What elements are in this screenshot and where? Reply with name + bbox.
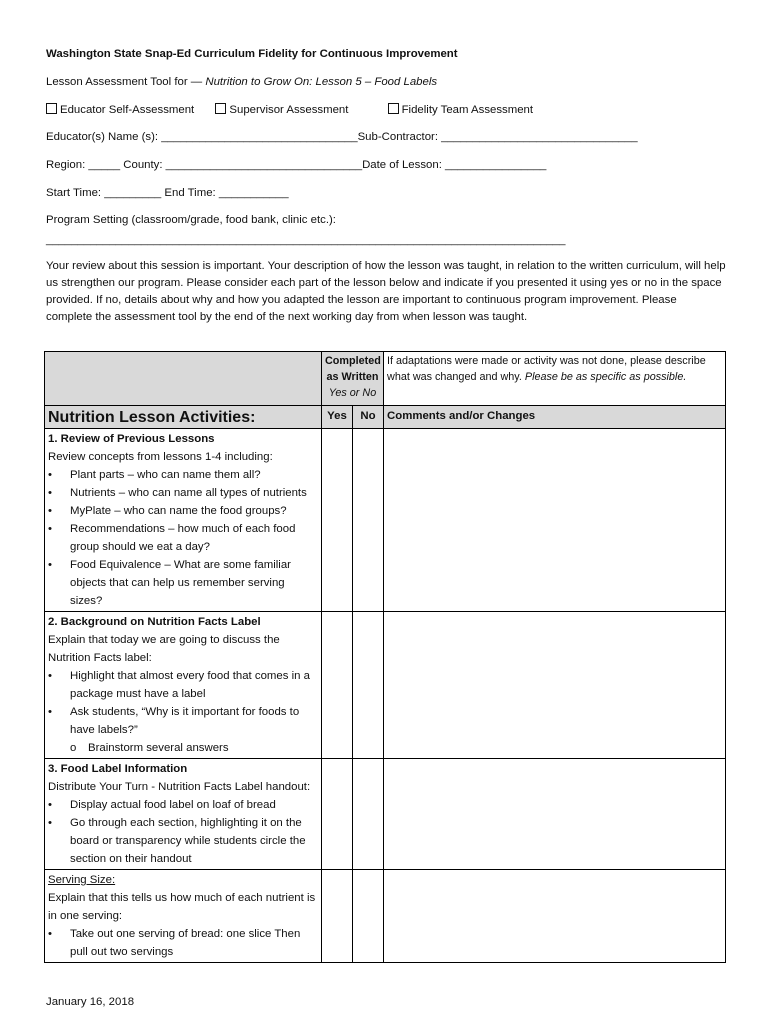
adapt-italic: Please be as specific as possible. <box>524 371 687 383</box>
no-cell-3[interactable] <box>353 759 384 870</box>
checkbox-icon[interactable] <box>46 103 57 114</box>
activity-intro: Explain that today we are going to discuss the Nutrition Facts label: <box>48 634 280 664</box>
checkbox-fidelity-team[interactable] <box>388 103 533 116</box>
document-title: Washington State Snap-Ed Curriculum Fidelity for Continuous Improvement <box>46 48 458 60</box>
lesson-subtitle <box>46 76 437 88</box>
region-county-date-field[interactable]: Region: _____ County: _______________________________Date of Lesson: ________________ <box>46 159 547 171</box>
activity-bullet: • Recommendations – how much of each food group should we eat a day? <box>70 520 318 556</box>
activity-heading: 1. Review of Previous Lessons <box>48 433 215 445</box>
yes-cell-4[interactable] <box>322 870 353 963</box>
subtitle-prefix: Lesson Assessment Tool for — <box>46 76 206 88</box>
activity-heading: 3. Food Label Information <box>48 763 188 775</box>
comments-cell-2[interactable] <box>384 612 726 759</box>
assessment-type-options <box>46 103 551 116</box>
comments-cell-3[interactable] <box>384 759 726 870</box>
activity-bullet: • Food Equivalence – What are some familiar objects that can help us remember serving sizes? <box>70 556 318 610</box>
activity-bullet: • Ask students, “Why is it important for foods to have labels?” <box>70 703 318 739</box>
intro-paragraph: Your review about this session is important. Your description of how the lesson was taught, in relation to the written curriculum, will help us strengthen our program. Please consider each part of the lesson below and indicate if you presented it using yes or no in the space provided. If no, details about why and how you adapted the lesson are important to continuous program improvement. Please complete the assessment tool by the end of the next working day from when lesson was taught. <box>46 260 726 323</box>
activity-cell-1 <box>45 429 322 612</box>
yes-cell-2[interactable] <box>322 612 353 759</box>
activity-bullet: • MyPlate – who can name the food groups? <box>70 502 318 520</box>
activity-bullet: • Go through each section, highlighting it on the board or transparency while students circle the section on their handout <box>70 814 318 868</box>
program-setting-label: Program Setting (classroom/grade, food bank, clinic etc.): <box>46 214 336 226</box>
checkbox-icon[interactable] <box>215 103 226 114</box>
yes-cell-1[interactable] <box>322 429 353 612</box>
activities-header: Nutrition Lesson Activities: <box>45 406 322 429</box>
activity-heading: 2. Background on Nutrition Facts Label <box>48 616 261 628</box>
adaptations-header <box>384 352 726 406</box>
no-cell-4[interactable] <box>353 870 384 963</box>
activity-bullet: • Take out one serving of bread: one slice Then pull out two servings <box>70 925 318 961</box>
checkbox-educator[interactable] <box>46 103 194 116</box>
checkbox-supervisor[interactable] <box>215 103 348 116</box>
completed-as-written-header <box>322 352 384 406</box>
educator-subcontractor-field[interactable]: Educator(s) Name (s): _______________________________Sub-Contractor: _______________________________ <box>46 131 638 143</box>
comments-cell-1[interactable] <box>384 429 726 612</box>
yes-header: Yes <box>322 406 353 429</box>
no-cell-2[interactable] <box>353 612 384 759</box>
lesson-activities-table <box>44 351 726 963</box>
completed-line2: as Written <box>326 371 379 383</box>
activity-bullet: • Plant parts – who can name them all? <box>70 466 318 484</box>
activity-cell-2 <box>45 612 322 759</box>
activity-intro: Review concepts from lessons 1-4 including: <box>48 451 273 463</box>
comments-header: Comments and/or Changes <box>384 406 726 429</box>
footer-date: January 16, 2018 <box>46 996 135 1008</box>
program-setting-field[interactable]: __________________________________________________________________________________ <box>46 234 566 246</box>
lesson-name: Nutrition to Grow On: Lesson 5 – Food Labels <box>205 76 438 88</box>
adapt-text: If adaptations were made or activity was not done, please describe what was changed and why. <box>387 355 706 383</box>
header-blank-cell <box>45 352 322 406</box>
activity-subbullet: o Brainstorm several answers <box>88 739 318 757</box>
activity-intro: Explain that this tells us how much of each nutrient is in one serving: <box>48 892 316 922</box>
activity-cell-4 <box>45 870 322 963</box>
no-cell-1[interactable] <box>353 429 384 612</box>
start-end-time-field[interactable]: Start Time: _________ End Time: ___________ <box>46 187 289 199</box>
yes-cell-3[interactable] <box>322 759 353 870</box>
comments-cell-4[interactable] <box>384 870 726 963</box>
activity-bullet: • Display actual food label on loaf of bread <box>70 796 318 814</box>
activity-intro: Distribute Your Turn - Nutrition Facts Label handout: <box>48 781 311 793</box>
completed-line3: Yes or No <box>328 387 377 399</box>
completed-line1: Completed <box>325 355 381 367</box>
checkbox-icon[interactable] <box>388 103 399 114</box>
activity-cell-3 <box>45 759 322 870</box>
checkbox-label: Fidelity Team Assessment <box>401 104 534 116</box>
checkbox-label: Educator Self-Assessment <box>60 104 195 116</box>
no-header: No <box>353 406 384 429</box>
activity-heading: Serving Size: <box>48 874 116 886</box>
activity-bullet: • Nutrients – who can name all types of nutrients <box>70 484 318 502</box>
checkbox-label: Supervisor Assessment <box>229 104 349 116</box>
activity-bullet: • Highlight that almost every food that comes in a package must have a label <box>70 667 318 703</box>
